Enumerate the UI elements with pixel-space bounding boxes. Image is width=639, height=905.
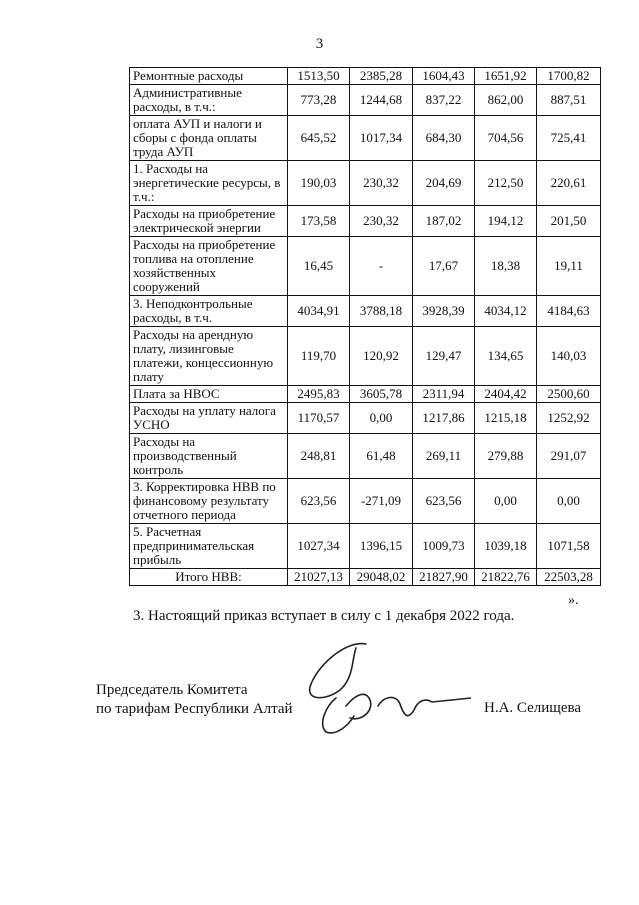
row-value: 17,67: [413, 237, 475, 296]
row-value: 16,45: [288, 237, 350, 296]
row-value: 0,00: [350, 403, 413, 434]
row-value: 887,51: [537, 85, 601, 116]
signature-graphic: [296, 636, 471, 736]
row-value: 3605,78: [350, 386, 413, 403]
tariff-table: [129, 67, 601, 586]
total-value: 21827,90: [413, 569, 475, 586]
signatory-title-line2: по тарифам Республики Алтай: [96, 701, 293, 717]
signatory-block: [96, 681, 293, 719]
total-row: [130, 569, 601, 586]
table-row: [130, 68, 601, 85]
table-row: [130, 116, 601, 161]
total-value: 22503,28: [537, 569, 601, 586]
row-value: 1017,34: [350, 116, 413, 161]
row-value: 230,32: [350, 206, 413, 237]
row-value: 269,11: [413, 434, 475, 479]
total-value: 21822,76: [475, 569, 537, 586]
row-value: 230,32: [350, 161, 413, 206]
row-value: 2495,83: [288, 386, 350, 403]
row-label: Ремонтные расходы: [130, 68, 288, 85]
row-label: Административные расходы, в т.ч.:: [130, 85, 288, 116]
row-value: 19,11: [537, 237, 601, 296]
row-value: -: [350, 237, 413, 296]
row-value: 1027,34: [288, 524, 350, 569]
table-row: [130, 85, 601, 116]
row-value: 2311,94: [413, 386, 475, 403]
row-value: 684,30: [413, 116, 475, 161]
row-value: 837,22: [413, 85, 475, 116]
row-label: Расходы на приобретение топлива на отопление хозяйственных сооружений: [130, 237, 288, 296]
table-row: [130, 403, 601, 434]
row-value: 187,02: [413, 206, 475, 237]
row-value: 704,56: [475, 116, 537, 161]
row-label: оплата АУП и налоги и сборы с фонда оплаты труда АУП: [130, 116, 288, 161]
row-value: 2500,60: [537, 386, 601, 403]
row-value: 0,00: [537, 479, 601, 524]
row-value: 1244,68: [350, 85, 413, 116]
table-row: [130, 524, 601, 569]
row-value: 248,81: [288, 434, 350, 479]
total-label: Итого НВВ:: [130, 569, 288, 586]
row-value: 18,38: [475, 237, 537, 296]
total-value: 29048,02: [350, 569, 413, 586]
row-label: Расходы на арендную плату, лизинговые платежи, концессионную плату: [130, 327, 288, 386]
row-value: 645,52: [288, 116, 350, 161]
closing-quote: ».: [568, 593, 579, 608]
row-value: -271,09: [350, 479, 413, 524]
row-value: 291,07: [537, 434, 601, 479]
table-row: [130, 296, 601, 327]
row-value: 212,50: [475, 161, 537, 206]
row-value: 1252,92: [537, 403, 601, 434]
row-value: 773,28: [288, 85, 350, 116]
row-value: 2385,28: [350, 68, 413, 85]
row-value: 1170,57: [288, 403, 350, 434]
row-value: 862,00: [475, 85, 537, 116]
row-value: 120,92: [350, 327, 413, 386]
row-label: Расходы на приобретение электрической энергии: [130, 206, 288, 237]
row-label: Расходы на производственный контроль: [130, 434, 288, 479]
row-value: 201,50: [537, 206, 601, 237]
row-label: 3. Корректировка НВВ по финансовому результату отчетного периода: [130, 479, 288, 524]
row-value: 1217,86: [413, 403, 475, 434]
row-value: 725,41: [537, 116, 601, 161]
table-row: [130, 479, 601, 524]
row-value: 3928,39: [413, 296, 475, 327]
row-value: 279,88: [475, 434, 537, 479]
clause-text: 3. Настоящий приказ вступает в силу с 1 декабря 2022 года.: [133, 608, 515, 624]
row-value: 61,48: [350, 434, 413, 479]
table-row: [130, 386, 601, 403]
table-row: [130, 237, 601, 296]
row-value: 1700,82: [537, 68, 601, 85]
row-value: 1071,58: [537, 524, 601, 569]
row-value: 4184,63: [537, 296, 601, 327]
row-value: 190,03: [288, 161, 350, 206]
row-value: 204,69: [413, 161, 475, 206]
signer-name: Н.А. Селищева: [484, 700, 582, 716]
row-value: 1396,15: [350, 524, 413, 569]
row-value: 1009,73: [413, 524, 475, 569]
row-value: 1604,43: [413, 68, 475, 85]
row-value: 1215,18: [475, 403, 537, 434]
row-value: 3788,18: [350, 296, 413, 327]
row-value: 4034,12: [475, 296, 537, 327]
total-value: 21027,13: [288, 569, 350, 586]
page-number: 3: [315, 36, 324, 52]
table-row: [130, 161, 601, 206]
table-row: [130, 434, 601, 479]
row-value: 140,03: [537, 327, 601, 386]
row-value: 1651,92: [475, 68, 537, 85]
table-body: [130, 68, 601, 586]
row-value: 2404,42: [475, 386, 537, 403]
row-value: 119,70: [288, 327, 350, 386]
row-value: 194,12: [475, 206, 537, 237]
row-value: 623,56: [413, 479, 475, 524]
row-value: 1513,50: [288, 68, 350, 85]
row-value: 129,47: [413, 327, 475, 386]
row-value: 623,56: [288, 479, 350, 524]
row-label: 3. Неподконтрольные расходы, в т.ч.: [130, 296, 288, 327]
table-row: [130, 327, 601, 386]
row-value: 220,61: [537, 161, 601, 206]
row-label: Плата за НВОС: [130, 386, 288, 403]
table-row: [130, 206, 601, 237]
row-value: 173,58: [288, 206, 350, 237]
row-label: 5. Расчетная предпринимательская прибыль: [130, 524, 288, 569]
row-value: 134,65: [475, 327, 537, 386]
row-label: 1. Расходы на энергетические ресурсы, в т.ч.:: [130, 161, 288, 206]
signatory-title-line1: Председатель Комитета: [96, 682, 248, 698]
row-label: Расходы на уплату налога УСНО: [130, 403, 288, 434]
row-value: 0,00: [475, 479, 537, 524]
row-value: 1039,18: [475, 524, 537, 569]
row-value: 4034,91: [288, 296, 350, 327]
